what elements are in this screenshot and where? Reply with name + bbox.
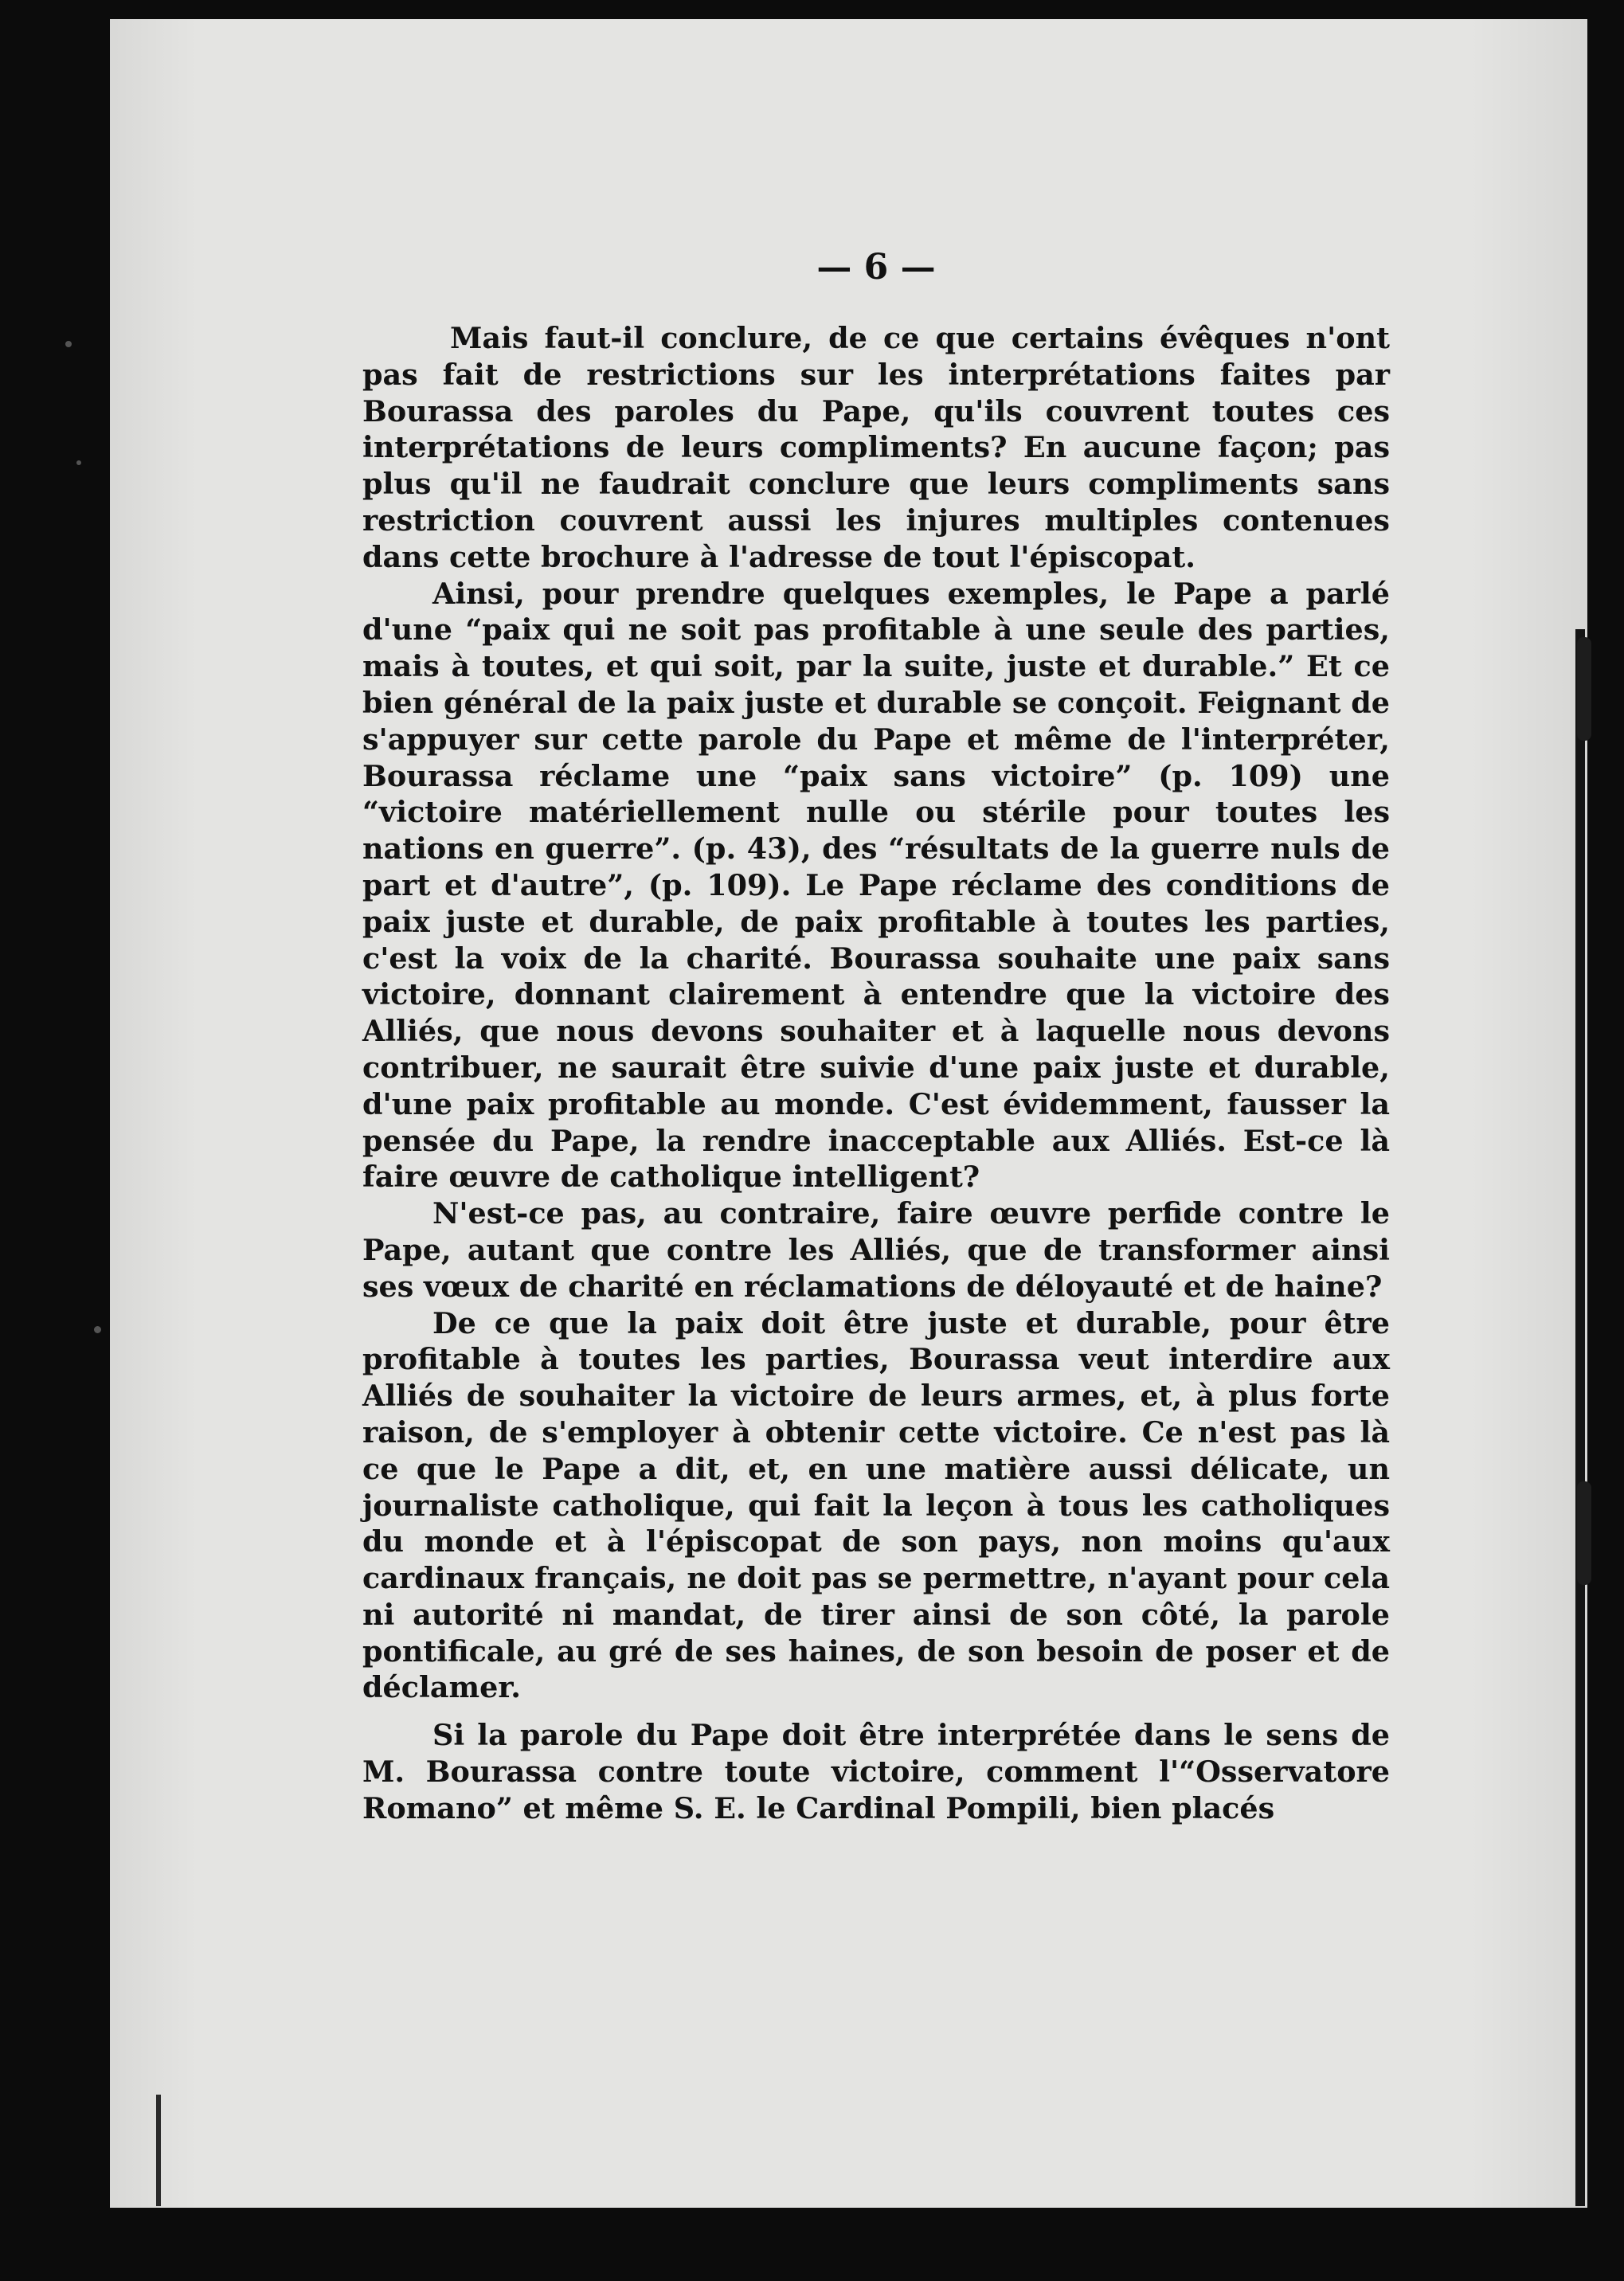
paragraph: De ce que la paix doit être juste et durable, pour être profitable à toutes les parties, Bourassa veut interdire aux Alliés de souhaiter la victoire de leurs armes, et, à plus forte raison, de s'employer à obtenir cette victoire. Ce n'est pas là ce que le Pape a dit, et, en une matière aussi délicate, un journaliste catholique, qui fait la leçon à tous les catholiques du monde et à l'épiscopat de son pays, non moins qu'aux cardinaux français, ne doit pas se permettre, n'ayant pour cela ni autorité ni mandat, de tirer ainsi de son côté, la parole pontificale, au gré de ses haines, de son besoin de poser et de déclamer. [362, 1305, 1390, 1705]
scan-speck [94, 1326, 101, 1333]
paragraph: Ainsi, pour prendre quelques exemples, le Pape a parlé d'une “paix qui ne soit pas profitable à une seule des parties, mais à toutes, et qui soit, par la suite, juste et durable.” Et ce bien général de la paix juste et durable se conçoit. Feignant de s'appuyer sur cette parole du Pape et même de l'interpréter, Bourassa réclame une “paix sans victoire” (p. 109) une “victoire matériellement nulle ou stérile pour toutes les nations en guerre”. (p. 43), des “résultats de la guerre nuls de part et d'autre”, (p. 109). Le Pape réclame des conditions de paix juste et durable, de paix profitable à toutes les parties, c'est la voix de la charité. Bourassa souhaite une paix sans victoire, donnant clairement à entendre que la victoire des Alliés, que nous devons souhaiter et à laquelle nous devons contribuer, ne saurait être suivie d'une paix juste et durable, d'une paix profitable au monde. C'est évidemment, fausser la pensée du Pape, la rendre inacceptable aux Alliés. Est-ce là faire œuvre de catholique intelligent? [362, 576, 1390, 1195]
binding-clip-icon [1577, 1481, 1591, 1585]
paragraph: Mais faut-il conclure, de ce que certains évêques n'ont pas fait de restrictions sur les interprétations faites par Bourassa des paroles du Pape, qu'ils couvrent toutes ces interprétations de leurs compliments? En aucune façon; pas plus qu'il ne faudrait conclure que leurs compliments sans restriction couvrent aussi les injures multiples contenues dans cette brochure à l'adresse de tout l'épiscopat. [362, 321, 1390, 574]
binding-clip-icon [1577, 637, 1591, 741]
page-edge-shadow-right [1575, 629, 1585, 2206]
scan-speck [65, 341, 72, 347]
page-edge-shadow-left [156, 2095, 161, 2206]
page-number: — 6 — [816, 247, 936, 288]
paragraph: N'est-ce pas, au contraire, faire œuvre perfide contre le Pape, autant que contre les Alliés, que de transformer ainsi ses vœux de charité en réclamations de déloyauté et de haine? [362, 1196, 1390, 1304]
scan-speck [76, 460, 81, 465]
paragraph: Si la parole du Pape doit être interprétée dans le sens de M. Bourassa contre toute victoire, comment l'“Osservatore Romano” et même S. E. le Cardinal Pompili, bien placés [362, 1718, 1390, 1825]
body-text [362, 320, 1390, 1827]
